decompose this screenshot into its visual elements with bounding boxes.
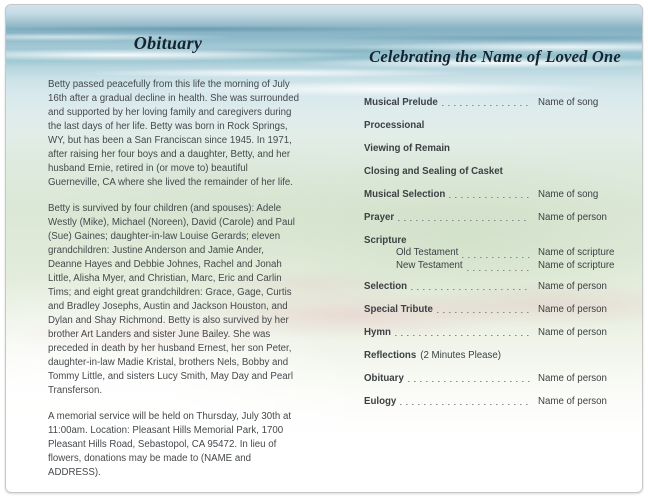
service-item-label: Selection [364, 280, 408, 292]
service-item-value: Name of person [538, 280, 607, 292]
service-item-value: Name of person [538, 372, 607, 384]
obituary-paragraph: A memorial service will be held on Thursday, July 30th at 11:00am. Location: Pleasant Hills Memorial Park, 1700 Pleasant Hills Road, Sebastopol, CA 95472. In lieu of flowers, donations may be made to (NAME and ADDRESS). [48, 411, 292, 478]
obituary-paragraph: Betty is survived by four children (and spouses): Adele Westly (Mike), Michael (Noreen), David (Carole) and Paul (Sue) Gaines; daughter-in-law Louise Gerards; eleven grandchildren: Justine Anderson and Jamie Ander, Deanne Hayes and Debbie Johnes, Rachel and Jonah Little, Alisha Myer, and Christian, Marc, Eric and Carlin Tims; and eight great grandchildren: Grace, Gage, Curtis and Bradley Josephs, Austin and Jackson Houston, and Dylan and Shay Richmond. Betty is also survived by her brother Art Landers and sister June Bailey. She was preceded in death by her husband Ernest, her son Peter, daughter-in-law Madie Kristal, brothers Nels, Bobby and Tommy Little, and sisters Lucy Smith, May Day and Pearl Transferson. [48, 203, 295, 396]
service-subitem-value: Name of scripture [538, 247, 615, 258]
obituary-page-title: Obituary [133, 33, 203, 53]
dotted-leader [462, 257, 530, 258]
service-item-label: Viewing of Remain [364, 143, 450, 154]
dotted-leader [449, 197, 530, 198]
scripture-old-testament [396, 247, 626, 260]
service-item-reflections [364, 349, 626, 362]
service-item-hymn [364, 326, 626, 339]
dotted-leader [411, 289, 530, 290]
service-item-eulogy [364, 395, 626, 408]
obituary-text [48, 78, 300, 480]
service-item-special-tribute [364, 303, 626, 316]
service-item-musical-prelude [364, 96, 626, 109]
dotted-leader [437, 312, 530, 313]
service-item-label: Closing and Sealing of Casket [364, 166, 503, 177]
service-item-label: Eulogy [364, 395, 397, 407]
scripture-new-testament [396, 260, 626, 273]
service-item-label: Musical Selection [364, 189, 446, 200]
service-item-label: Hymn [364, 326, 391, 338]
service-item-processional [364, 119, 626, 132]
service-page-title: Celebrating the Name of Loved One [369, 47, 621, 66]
obituary-page [48, 33, 300, 492]
order-of-service-page [364, 47, 626, 418]
service-subitem-value: Name of scripture [538, 259, 615, 271]
funeral-program-spread [5, 4, 643, 493]
service-item-label: Special Tribute [364, 303, 433, 315]
service-item-viewing-of-remain [364, 142, 626, 155]
dotted-leader [408, 381, 530, 382]
dotted-leader [400, 404, 530, 405]
service-item-note: (2 Minutes Please) [420, 349, 501, 361]
service-item-scripture [364, 234, 626, 273]
service-item-value: Name of person [538, 212, 607, 223]
service-item-label: Musical Prelude [364, 97, 438, 108]
service-item-prayer [364, 211, 626, 224]
service-item-value: Name of person [538, 395, 607, 407]
dotted-leader [395, 335, 530, 336]
dotted-leader [442, 105, 530, 106]
service-item-value: Name of person [538, 326, 607, 338]
dotted-leader [467, 270, 530, 271]
service-item-value: Name of person [538, 303, 607, 315]
service-item-selection [364, 280, 626, 293]
service-subitem-label: Old Testament [396, 247, 459, 258]
service-item-label: Obituary [364, 372, 404, 384]
service-item-musical-selection [364, 188, 626, 201]
order-of-service-list [364, 96, 626, 408]
service-item-label: Prayer [364, 212, 395, 223]
dotted-leader [398, 220, 530, 221]
service-item-obituary [364, 372, 626, 385]
service-item-label: Processional [364, 120, 425, 131]
service-item-value: Name of song [538, 97, 599, 108]
service-item-value: Name of song [538, 189, 599, 200]
obituary-paragraph: Betty passed peacefully from this life the morning of July 16th after a gradual decline in health. She was surrounded and supported by her loving family and caregivers during the last days of her life. Betty was born in Rock Springs, WY, but has been a San Franciscan since 1945. In 1971, after raising her four boys and a daughter, Betty, and her husband Ernie, retired in (or move to) beautiful Guerneville, CA where she lived the remainder of her life. [48, 79, 299, 188]
service-item-closing-and-sealing [364, 165, 626, 178]
service-item-label: Reflections [364, 349, 417, 361]
service-subitem-label: New Testament [396, 259, 463, 271]
service-item-label: Scripture [364, 235, 407, 246]
